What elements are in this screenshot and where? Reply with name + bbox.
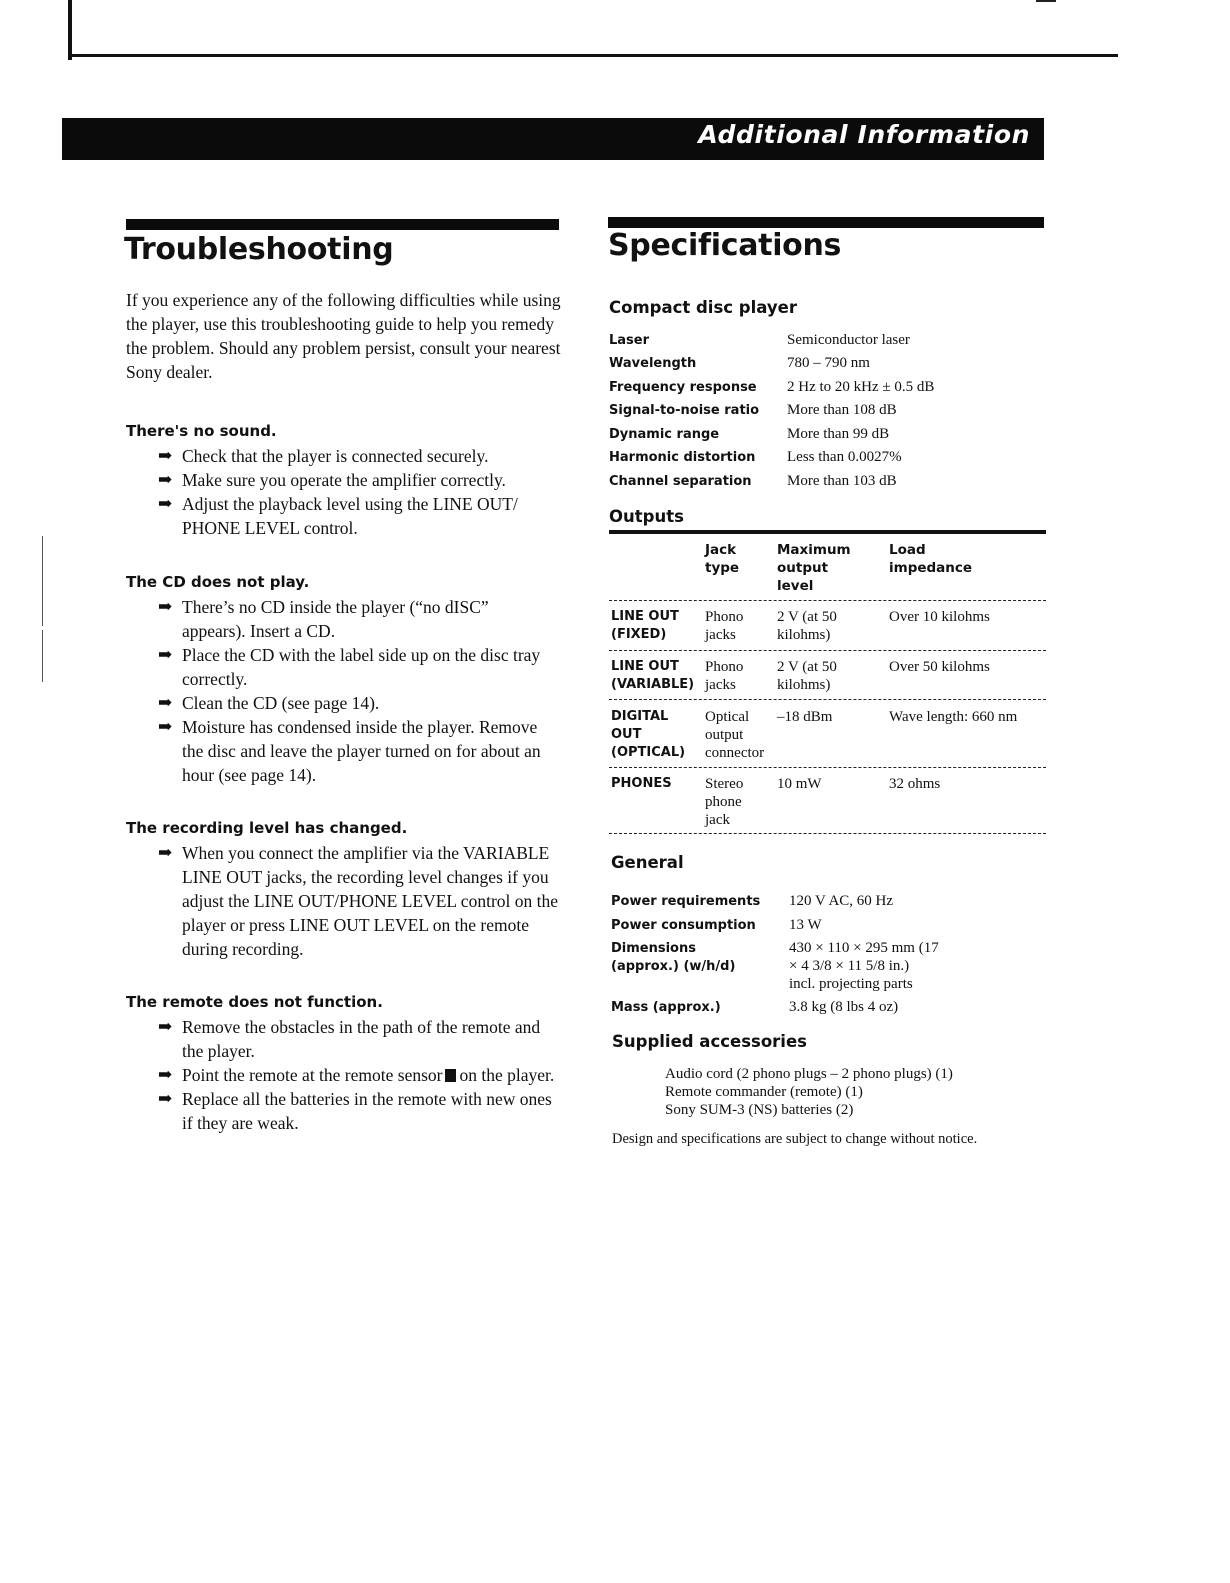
output-name: DIGITAL OUT (OPTICAL) [611, 709, 686, 760]
problem-title: There's no sound. [126, 422, 277, 440]
spec-value: More than 108 dB [787, 402, 897, 418]
remedy-item [158, 691, 571, 715]
spec-row [609, 474, 1049, 498]
remedy-item [158, 841, 566, 961]
spec-value: 430 × 110 × 295 mm (17 × 4 3/8 × 11 5/8 in.) incl. projecting parts [789, 940, 939, 992]
output-load: Over 50 kilohms [889, 659, 990, 675]
specifications-title: Specifications [608, 228, 842, 263]
remedy-item [158, 643, 552, 691]
spec-value: 2 Hz to 20 kHz ± 0.5 dB [787, 379, 935, 395]
page-frame-vertical [68, 0, 72, 60]
arrow-icon: ➡ [158, 494, 173, 513]
spec-label: Dimensions (approx.) (w/h/d) [611, 941, 736, 974]
spec-value: 3.8 kg (8 lbs 4 oz) [789, 999, 899, 1015]
spec-label: Laser [609, 333, 650, 348]
problem-remote [126, 991, 571, 1135]
compact-disc-heading: Compact disc player [609, 298, 797, 317]
table-divider [609, 650, 1046, 651]
output-name: PHONES [611, 776, 672, 791]
remedy-text: Replace all the batteries in the remote with new ones if they are weak. [182, 1089, 552, 1133]
arrow-icon: ➡ [158, 693, 173, 712]
outputs-rule [609, 530, 1046, 534]
remedy-item [158, 468, 571, 492]
remote-sensor-icon [445, 1069, 456, 1082]
remedy-item [158, 492, 522, 540]
accessory-item: Remote commander (remote) (1) [665, 1084, 863, 1100]
table-divider [609, 699, 1046, 700]
banner-title: Additional Information [698, 120, 1030, 149]
remedy-text: Point the remote at the remote sensor [182, 1065, 443, 1085]
spec-row [609, 427, 1049, 451]
heading-rule [608, 217, 1044, 228]
output-jack: Phono jacks [705, 609, 744, 643]
arrow-icon: ➡ [158, 843, 173, 862]
arrow-icon: ➡ [158, 1017, 173, 1036]
output-jack: Phono jacks [705, 659, 744, 693]
spec-row [609, 356, 1049, 380]
remedy-item [158, 1063, 562, 1087]
remedy-text: Check that the player is connected securely. [182, 446, 489, 466]
margin-mark [42, 630, 43, 682]
output-name: LINE OUT (VARIABLE) [611, 659, 695, 692]
remedy-item [158, 1087, 562, 1135]
spec-label: Wavelength [609, 356, 697, 371]
arrow-icon: ➡ [158, 446, 173, 465]
remedy-text: Remove the obstacles in the path of the remote and the player. [182, 1017, 541, 1061]
troubleshooting-intro: If you experience any of the following difficulties while using the player, use this troubleshooting guide to help you remedy the problem. Should any problem persist, consult your nearest Sony dealer. [126, 290, 561, 382]
problem-title: The CD does not play. [126, 573, 310, 591]
col-header-jack-type: Jack type [705, 542, 740, 576]
spec-value: 780 – 790 nm [787, 355, 870, 371]
arrow-icon: ➡ [158, 1089, 173, 1108]
spec-value: More than 99 dB [787, 426, 890, 442]
troubleshooting-title: Troubleshooting [124, 232, 394, 267]
outputs-heading: Outputs [609, 507, 684, 526]
section-banner [62, 118, 1044, 160]
problem-no-sound [126, 420, 571, 540]
spec-row [609, 450, 1049, 474]
remedy-text: Clean the CD (see page 14). [182, 693, 380, 713]
page-frame-top-rule [68, 54, 1118, 57]
table-divider [609, 767, 1046, 768]
col-header-load-impedance: Load impedance [889, 542, 973, 576]
output-max: 2 V (at 50 kilohms) [777, 659, 837, 693]
problem-title: The recording level has changed. [126, 819, 408, 837]
spec-label: Signal-to-noise ratio [609, 403, 760, 418]
spec-label: Harmonic distortion [609, 450, 756, 465]
spec-label: Frequency response [609, 380, 757, 395]
output-load: 32 ohms [889, 776, 941, 792]
spec-label: Mass (approx.) [611, 1000, 721, 1015]
spec-value: Less than 0.0027% [787, 449, 902, 465]
remedy-text: When you connect the amplifier via the VARIABLE LINE OUT jacks, the recording level changes if you adjust the LINE OUT/PHONE LEVEL control on the player or press LINE OUT LEVEL on the remote during recording. [182, 843, 559, 959]
output-max: 2 V (at 50 kilohms) [777, 609, 837, 643]
output-max: 10 mW [777, 776, 822, 792]
table-divider [609, 833, 1046, 834]
problem-recording-level [126, 817, 571, 961]
remedy-text: Make sure you operate the amplifier correctly. [182, 470, 506, 490]
output-load: Wave length: 660 nm [889, 709, 1018, 725]
remedy-text: There’s no CD inside the player (“no dISC” appears). Insert a CD. [182, 597, 489, 641]
spec-value: 120 V AC, 60 Hz [789, 893, 894, 909]
remedy-text: Place the CD with the label side up on the disc tray correctly. [182, 645, 541, 689]
heading-rule [126, 219, 559, 230]
spec-label: Power requirements [611, 894, 761, 909]
remedy-item [158, 595, 500, 643]
spec-label: Dynamic range [609, 427, 720, 442]
arrow-icon: ➡ [158, 717, 173, 736]
spec-value: More than 103 dB [787, 473, 897, 489]
spec-row [609, 333, 1049, 357]
output-jack: Optical output connector [705, 709, 765, 761]
margin-mark [42, 536, 43, 626]
accessories-heading: Supplied accessories [612, 1032, 807, 1051]
spec-value: 13 W [789, 917, 822, 933]
col-header-max-output: Maximum output level [777, 542, 851, 594]
accessory-item: Sony SUM-3 (NS) batteries (2) [665, 1102, 854, 1118]
problem-cd-not-play [126, 571, 571, 787]
table-divider [609, 600, 1046, 601]
change-notice: Design and specifications are subject to change without notice. [612, 1131, 978, 1147]
remedy-item [158, 444, 571, 468]
arrow-icon: ➡ [158, 1065, 173, 1084]
remedy-item [158, 1015, 554, 1063]
spec-row [609, 403, 1049, 427]
spec-row [609, 380, 1049, 404]
remedy-text: Adjust the playback level using the LINE OUT/ PHONE LEVEL control. [182, 494, 518, 538]
remedy-text: Moisture has condensed inside the player. Remove the disc and leave the player turned on for about an hour (see page 14). [182, 717, 541, 785]
general-heading: General [611, 853, 684, 872]
corner-mark [1036, 0, 1056, 2]
spec-label: Power consumption [611, 918, 756, 933]
problem-title: The remote does not function. [126, 993, 383, 1011]
arrow-icon: ➡ [158, 597, 173, 616]
output-load: Over 10 kilohms [889, 609, 990, 625]
output-name: LINE OUT (FIXED) [611, 609, 679, 642]
remedy-text-suffix: on the player. [459, 1065, 555, 1085]
output-jack: Stereo phone jack [705, 776, 744, 828]
spec-value: Semiconductor laser [787, 332, 910, 348]
output-max: –18 dBm [777, 709, 833, 725]
accessory-item: Audio cord (2 phono plugs – 2 phono plugs) (1) [665, 1066, 953, 1082]
arrow-icon: ➡ [158, 470, 173, 489]
remedy-item [158, 715, 562, 787]
arrow-icon: ➡ [158, 645, 173, 664]
spec-label: Channel separation [609, 474, 752, 489]
